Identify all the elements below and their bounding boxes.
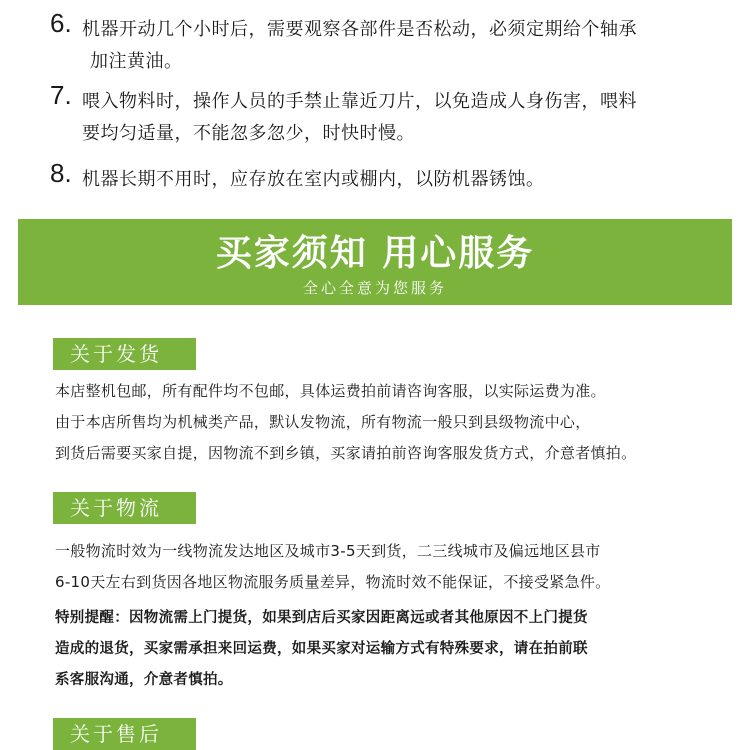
tip-line: 要均匀适量，不能忽多忽少，时快时慢。: [82, 123, 415, 144]
tip-number: 7.: [50, 80, 72, 110]
paragraph-line: 造成的退货，买家需承担来回运费，如果买家对运输方式有特殊要求，请在拍前联: [55, 641, 588, 657]
paragraph-line: 系客服沟通，介意者慎拍。: [55, 672, 233, 688]
tip-text: [82, 164, 710, 196]
notice-banner: [18, 219, 732, 305]
paragraph-line: 一般物流时效为一线物流发达地区及城市3-5天到货，二三线城市及偏远地区县市: [55, 542, 601, 560]
paragraph-line: 特别提醒：因物流需上门提货，如果到店后买家因距离远或者其他原因不上门提货: [55, 610, 588, 626]
section-heading-label: 关于物流: [70, 496, 162, 520]
section-heading-logistics: [53, 492, 196, 524]
paragraph-line: 到货后需要买家自提，因物流不到乡镇，买家请拍前咨询客服发货方式，介意者慎拍。: [55, 444, 637, 462]
section-heading-label: 关于售后: [70, 722, 162, 746]
tip-text: [82, 14, 710, 78]
paragraph-line: 本店整机包邮，所有配件均不包邮，具体运费拍前请咨询客服，以实际运费为准。: [55, 382, 606, 400]
tip-line: 喂入物料时，操作人员的手禁止靠近刀片，以免造成人身伤害，喂料: [82, 91, 637, 112]
section-heading-shipping: [53, 338, 196, 370]
banner-title: 买家须知 用心服务: [215, 233, 535, 274]
paragraph-line: 6-10天左右到货因各地区物流服务质量差异，物流时效不能保证，不接受紧急件。: [55, 573, 611, 591]
section-heading-after-sales: [53, 718, 196, 750]
section-heading-label: 关于发货: [70, 342, 162, 366]
special-reminder-paragraph: [55, 603, 745, 696]
tip-6: [50, 8, 710, 78]
shipping-paragraph: [55, 376, 745, 469]
tip-7: [50, 80, 710, 150]
tip-number: 6.: [50, 8, 72, 38]
tip-line: 机器长期不用时，应存放在室内或棚内，以防机器锈蚀。: [82, 169, 545, 190]
tip-line: 加注黄油。: [90, 51, 183, 72]
tip-line: 机器开动几个小时后，需要观察各部件是否松动，必须定期给个轴承: [82, 19, 637, 40]
tip-8: [50, 158, 710, 196]
paragraph-line: 由于本店所售均为机械类产品，默认发物流，所有物流一般只到县级物流中心，: [55, 413, 591, 431]
banner-subtitle: 全心全意为您服务: [302, 279, 447, 297]
logistics-paragraph: [55, 536, 745, 598]
tip-number: 8.: [50, 158, 72, 188]
tip-text: [82, 86, 710, 150]
